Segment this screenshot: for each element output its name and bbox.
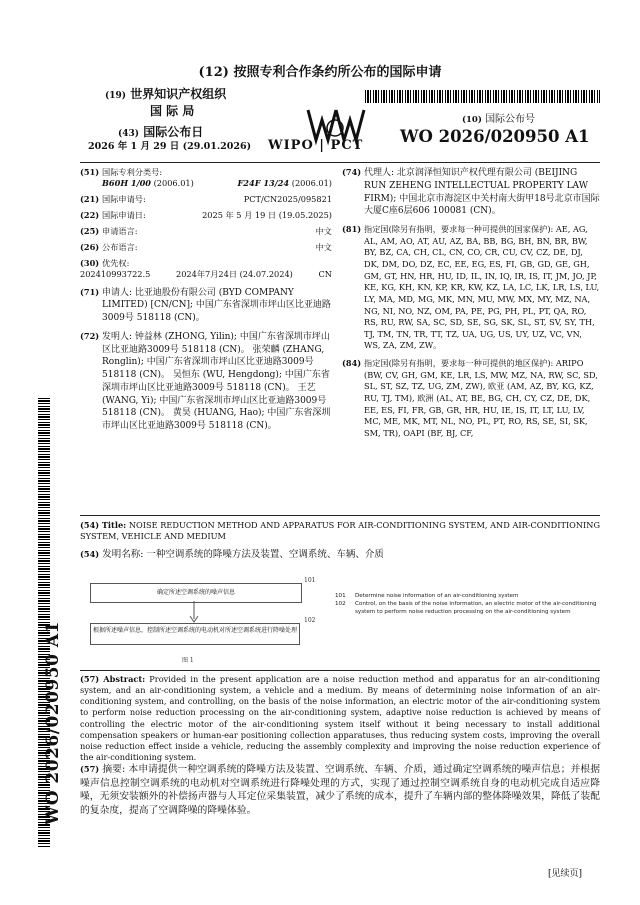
biblio-divider	[80, 515, 600, 516]
inventors-text: 发明人: 钟益林 (ZHONG, Yilin); 中国广东省深圳市坪山区比亚迪路3009号 518118 (CN)。 张荣麟 (ZHANG, Ronglin); 中国广东省深圳市坪山区比亚迪路3009号 518118 (CN)。 吴恒东 (WU, Hengdong); 中国广东省深圳市坪山区比亚迪路3009号 518118 (CN)。 王艺 (WANG, Yi); 中国广东省深圳市坪山区比亚迪路3009号 518118 (CN)。 黄昊 (HUANG, Hao); 中国广东省深圳市坪山区比亚迪路3009号 518118 (CN)。	[102, 331, 331, 432]
lang-pub-code: (26)	[80, 242, 100, 253]
abstract-en-code: (57)	[80, 674, 100, 684]
abstract-chinese	[80, 763, 600, 818]
abstract-en-text: Provided in the present application are a noise reduction method and apparatus for an air-conditioning system, and an air-conditioning system, a vehicle and a medium. By means of determining noise information of an air-conditioning system, and controlling, on the basis of the noise information, an electric motor of the air-conditioning system to perform noise reduction processing on the air-conditioning system, adaptive noise reduction is achieved by means of controlling the electric motor of the air-conditioning system itself without it being necessary to install additional compensation speakers or human-ear positioning collection apparatuses, thus reducing system costs, improving the overall noise reduction effect inside a vehicle, reducing the assembly complexity and improving the noise reduction experience of the air-conditioning system.	[80, 674, 600, 763]
right-biblio-column	[342, 167, 600, 443]
ipc-class-1: B60H 1/00	[102, 178, 151, 189]
applicant-code: (71)	[80, 286, 100, 297]
pubdate-value: 2026 年 1 月 29 日 (29.01.2026)	[88, 141, 252, 152]
abstract-english	[80, 674, 600, 763]
flow-box-101: 确定所述空调系统的噪声信息	[90, 583, 302, 603]
pubdate-code: (43)	[118, 129, 140, 139]
inventors-code: (72)	[80, 330, 100, 341]
figure-legend-101	[335, 593, 600, 601]
appno-value: PCT/CN2025/095821	[243, 194, 332, 205]
agent-code: (74)	[342, 167, 362, 177]
abstract-cn-text: 摘要: 本申请提供一种空调系统的降噪方法及装置、空调系统、车辆、介质，通过确定空调系统的噪声信息；并根据噪声信息控制空调系统的电动机对空调系统进行降噪处理的方式，实现了通过控制空调系统自身的电动机完成自适应降噪，无须安装额外的补偿扬声器与人耳定位采集装置，减少了系统的成本，提升了车辆内部的整体降噪效果，降低了装配的复杂度，提高了空调降噪的降噪体验。	[80, 764, 600, 817]
agent-text: 代理人: 北京润泽恒知识产权代理有限公司 (BEIJING RUN ZEHENG INTELLECTUAL PROPERTY LAW FIRM); 中国北京市海淀区中关村南大街甲18号北京市国际大厦C座6层606 100081 (CN)。	[364, 168, 600, 217]
appno-field	[80, 194, 332, 205]
priority-code: (30)	[80, 258, 100, 269]
applicant-text: 申请人: 比亚迪股份有限公司 (BYD COMPANY LIMITED) [CN/CN]; 中国广东省深圳市坪山区比亚迪路3009号 518118 (CN)。	[102, 287, 331, 324]
legend-101-text: Determine noise information of an air-conditioning system	[355, 593, 519, 599]
legend-102-text: Control, on the basis of the noise information, an electric motor of the air-conditioning system to perform noise reduction processing on the air-conditioning system	[355, 601, 597, 615]
title-en-label: Title:	[101, 520, 127, 530]
title-chinese	[80, 549, 600, 562]
lang-filed-code: (25)	[80, 226, 100, 237]
legend-102-num: 102	[335, 601, 346, 607]
pubno-value: WO 2026/020950 A1	[400, 127, 590, 146]
top-barcode	[365, 90, 600, 103]
appno-label: 国际申请号:	[102, 194, 146, 205]
filing-field	[80, 210, 332, 221]
legend-101-num: 101	[335, 593, 346, 599]
continued-note: [见续页]	[548, 869, 583, 879]
inventors-field	[80, 331, 332, 433]
national-text: 指定国(除另有指明，要求每一种可提供的国家保护): AE, AG, AL, AM, AO, AT, AU, AZ, BA, BB, BG, BH, BN, BR, BW, BY, BZ, CA, CH, CL, CN, CO, CR, CU, CV, CZ, DE, DJ, DK, DM, DO, DZ, EC, EE, EG, ES, FI, GB, GD, GE, GH, GM, GT, HN, HR, HU, ID, IL, IN, IQ, IR, IS, IT, JM, JO, JP, KE, KG, KH, KN, KP, KR, KW, KZ, LA, LC, LK, LR, LS, LU, LY, MA, MD, MG, MK, MN, MU, MW, MX, MY, MZ, NA, NG, NI, NO, NZ, OM, PA, PE, PG, PH, PL, PT, QA, RO, RS, RU, RW, SA, SC, SD, SE, SG, SK, SL, ST, SV, SY, TH, TJ, TM, TN, TR, TT, TZ, UA, UG, US, UY, UZ, VC, VN, WS, ZA, ZM, ZW。	[364, 224, 600, 351]
flow-box-102: 根据所述噪声信息，控制所述空调系统的电动机对所述空调系统进行降噪处理	[90, 623, 300, 645]
ipc-code: (51)	[80, 167, 100, 177]
abstract-en-label: Abstract:	[103, 674, 146, 684]
pubno-code: (10)	[462, 115, 482, 125]
regional-text: 指定国(除另有指明，要求每一种可提供的地区保护): ARIPO (BW, CV, GH, GM, KE, LR, LS, MW, MZ, NA, RW, SC, SD, SL, ST, SZ, TZ, UG, ZM, ZW), 欧亚 (AM, AZ, BY, KG, KZ, RU, TJ, TM), 欧洲 (AL, AT, BE, BG, CH, CY, CZ, DE, DK, EE, ES, FI, FR, GB, GR, HR, HU, IE, IS, IT, LT, LU, LV, MC, ME, MK, MT, NL, NO, PL, PT, RO, RS, SE, SI, SK, SM, TR), OAPI (BF, BJ, CF,	[364, 358, 598, 438]
office-bureau: 国 际 局	[150, 104, 195, 118]
figure-caption: 图 1	[182, 657, 194, 664]
figure-legend-102	[335, 601, 600, 616]
regional-designation-field	[342, 358, 600, 439]
document-title: (12) 按照专利合作条约所公布的国际申请	[198, 65, 442, 80]
priority-field	[80, 258, 332, 280]
lang-filed-value: 中文	[315, 226, 332, 237]
filing-code: (22)	[80, 210, 100, 221]
regional-code: (84)	[342, 358, 362, 369]
header-divider	[80, 162, 600, 163]
priority-label: 优先权:	[102, 258, 130, 269]
priority-number: 202410993722.5	[80, 269, 151, 280]
office-block	[105, 86, 285, 102]
flow-ref-101: 101	[304, 577, 316, 584]
title-english	[80, 520, 600, 543]
wipo-pct-mark: WIPO | PCT	[268, 138, 364, 153]
appno-code: (21)	[80, 194, 100, 205]
lang-pub-field	[80, 242, 332, 253]
pubdate-block	[118, 124, 288, 140]
applicant-field	[80, 287, 332, 325]
filing-value: 2025 年 5 月 19 日 (19.05.2025)	[202, 210, 332, 221]
ipc-class-2: F24F 13/24	[237, 178, 290, 189]
side-publication-number: WO 2026/020950 A1	[43, 621, 63, 825]
left-biblio-column	[80, 167, 332, 436]
ipc-label: 国际专利分类号:	[102, 167, 163, 177]
title-en-code: (54)	[80, 520, 100, 530]
lang-filed-label: 申请语言:	[102, 226, 138, 237]
ipc-field	[80, 167, 332, 189]
figure-divider	[80, 670, 600, 671]
lang-pub-value: 中文	[315, 242, 332, 253]
title-cn-text: 发明名称: 一种空调系统的降噪方法及装置、空调系统、车辆、介质	[102, 549, 384, 560]
title-cn-code: (54)	[80, 549, 100, 559]
priority-country: CN	[318, 269, 332, 280]
filing-label: 国际申请日:	[102, 210, 146, 221]
ipc-class-1-date: (2006.01)	[153, 178, 194, 189]
pubno-label-block	[462, 113, 622, 127]
pubdate-label: 国际公布日	[143, 125, 204, 139]
office-code: (19)	[105, 91, 127, 101]
lang-pub-label: 公布语言:	[102, 242, 138, 253]
priority-date: 2024年7月24日 (24.07.2024)	[175, 269, 293, 280]
agent-field	[342, 167, 600, 218]
flow-arrow-icon	[188, 601, 200, 623]
national-code: (81)	[342, 224, 362, 235]
flow-ref-102: 102	[304, 617, 316, 624]
office-name: 世界知识产权组织	[130, 87, 227, 101]
national-designation-field	[342, 224, 600, 352]
ipc-class-2-date: (2006.01)	[291, 178, 332, 189]
pubno-label: 国际公布号	[485, 114, 536, 125]
title-en-text: NOISE REDUCTION METHOD AND APPARATUS FOR AIR-CONDITIONING SYSTEM, AND AIR-CONDITIONING SYSTEM, VEHICLE AND MEDIUM	[80, 520, 600, 542]
abstract-cn-code: (57)	[80, 764, 100, 774]
lang-filed-field	[80, 226, 332, 237]
